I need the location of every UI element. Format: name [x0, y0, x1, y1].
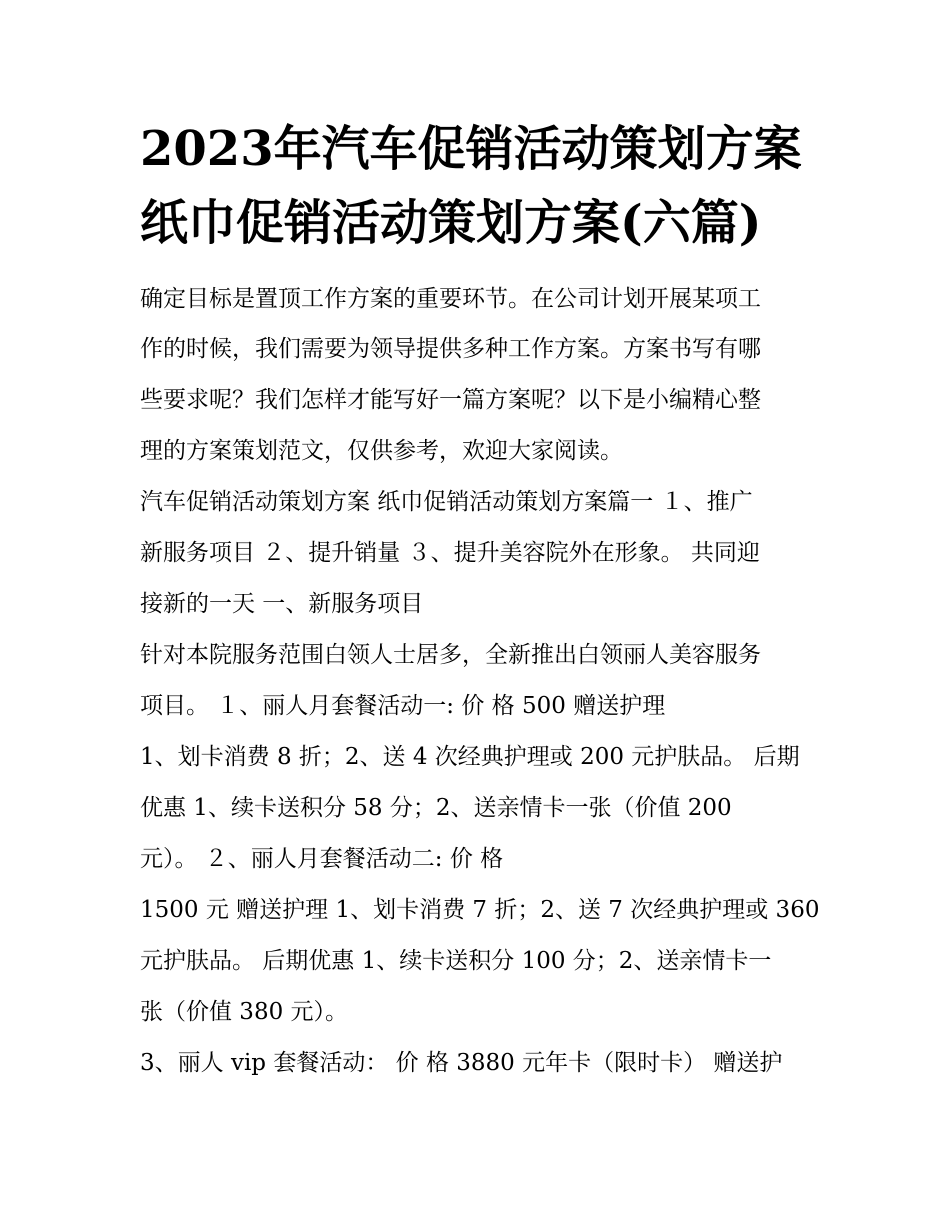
body-text-line: 元）。 ２、丽人月套餐活动二: 价 格	[140, 846, 504, 872]
body-text-line: 1、划卡消费 8 折；2、送 4 次经典护理或 200 元护肤品。 后期	[140, 744, 800, 770]
body-text-line: 针对本院服务范围白领人士居多，全新推出白领丽人美容服务	[140, 642, 761, 668]
body-text-line: 汽车促销活动策划方案 纸巾促销活动策划方案篇一 １、推广	[140, 489, 753, 515]
body-text-line: 新服务项目 ２、提升销量 ３、提升美容院外在形象。 共同迎	[140, 540, 760, 566]
body-text-line: 3、丽人 vip 套餐活动： 价 格 3880 元年卡（限时卡） 赠送护	[140, 1050, 783, 1076]
body-text-line: 项目。 １、丽人月套餐活动一: 价 格 500 赠送护理	[140, 693, 666, 719]
body-text-line: 张（价值 380 元）。	[140, 999, 349, 1025]
document-title-line-2: 纸巾促销活动策划方案(六篇)	[140, 195, 762, 251]
body-text-line: 1500 元 赠送护理 1、划卡消费 7 折；2、送 7 次经典护理或 360	[140, 897, 820, 923]
body-text-line: 些要求呢？我们怎样才能写好一篇方案呢？以下是小编精心整	[140, 387, 761, 413]
document-title-line-1: 2023年汽车促销活动策划方案	[140, 121, 802, 177]
body-text-line: 优惠 1、续卡送积分 58 分；2、送亲情卡一张（价值 200	[140, 795, 732, 821]
body-text-line: 理的方案策划范文，仅供参考，欢迎大家阅读。	[140, 438, 623, 464]
body-text-line: 元护肤品。 后期优惠 1、续卡送积分 100 分；2、送亲情卡一	[140, 948, 772, 974]
body-text-line: 接新的一天 一、新服务项目	[140, 591, 424, 617]
body-text-line: 作的时候，我们需要为领导提供多种工作方案。方案书写有哪	[140, 336, 761, 362]
body-text-line: 确定目标是置顶工作方案的重要环节。在公司计划开展某项工	[140, 286, 761, 312]
